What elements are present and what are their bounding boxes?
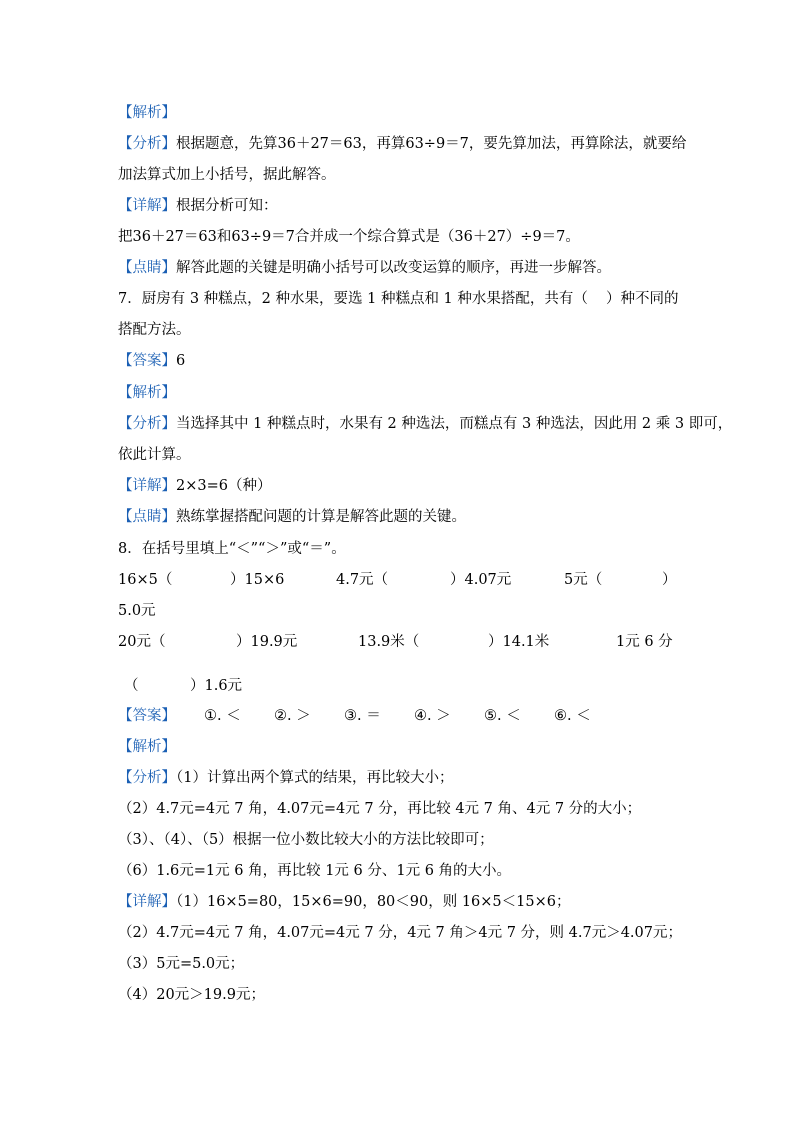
dianjing-tag: 【点睛】: [118, 260, 176, 276]
q8-row1-a-right: ）15×6: [230, 572, 285, 588]
q8-fenxi-line3: （3）、（4）、（5）根据一位小数比较大小的方法比较即可；: [118, 832, 494, 848]
daan-text: 6: [176, 353, 186, 369]
q7-question-line1: 7．厨房有 3 种糕点，2 种水果，要选 1 种糕点和 1 种水果搭配，共有（: [118, 291, 588, 307]
q8-answer-heading: [118, 706, 176, 726]
fenxi-tag: 【分析】: [118, 136, 176, 152]
q7-fenxi-line1: [118, 414, 732, 434]
dianjing-text: 解答此题的关键是明确小括号可以改变运算的顺序，再进一步解答。: [176, 260, 611, 276]
q8-xiangjie-line2: （2）4.7元=4元 7 角，4.07元=4元 7 分，4元 7 角＞4元 7 分，则 4.7元＞4.07元；: [118, 925, 682, 941]
q6-fenxi-line2: 加法算式加上小括号，据此解答。: [118, 167, 336, 183]
q7-fenxi-line2: 依此计算。: [118, 447, 191, 463]
q6-analysis-heading: [118, 103, 176, 123]
jiexi-tag: 【解析】: [118, 739, 176, 755]
q8-analysis-heading: [118, 737, 176, 757]
q8-row2-wrap-end: ）1.6元: [190, 678, 243, 694]
q8-fenxi-line2: （2）4.7元=4元 7 角，4.07元=4元 7 分，再比较 4元 7 角、4元 7 分的大小；: [118, 801, 642, 817]
q8-xiangjie-line4: （4）20元＞19.9元；: [118, 987, 265, 1003]
q7-question-end: ）种不同的: [606, 291, 679, 307]
q8-xiangjie-line3: （3）5元=5.0元；: [118, 956, 245, 972]
fenxi-text: 当选择其中 1 种糕点时，水果有 2 种选法，而糕点有 3 种选法，因此用 2 乘 3 即可，: [176, 416, 733, 432]
q8-row1-c-left: 5元（: [564, 572, 603, 588]
q8-answer-6: ⑥. ＜: [554, 708, 591, 724]
q8-question: 8．在括号里填上“＜”“＞”或“＝”。: [118, 541, 346, 557]
q8-fenxi-line1: [118, 768, 453, 788]
q8-row2-c-left: 1元 6 分: [616, 634, 673, 650]
jiexi-tag: 【解析】: [118, 105, 176, 121]
q8-row2-a-left: 20元（: [118, 634, 166, 650]
q7-dianjing: [118, 507, 466, 527]
q6-xiangjie-line2: 把36＋27＝63和63÷9＝7合并成一个综合算式是（36＋27）÷9＝7。: [118, 229, 580, 245]
q8-row1-b-right: ）4.07元: [450, 572, 512, 588]
q8-answer-1: ①. ＜: [204, 708, 241, 724]
q7-question-line2: 搭配方法。: [118, 322, 191, 338]
q8-row1-b-left: 4.7元（: [336, 572, 389, 588]
q8-answer-2: ②. ＞: [274, 708, 311, 724]
xiangjie-text: 根据分析可知：: [176, 198, 278, 214]
q6-dianjing: [118, 258, 611, 278]
q6-fenxi-line1: [118, 134, 686, 154]
q8-row2-b-left: 13.9米（: [358, 634, 420, 650]
q8-fenxi-line4: （6）1.6元=1元 6 角，再比较 1元 6 分、1元 6 角的大小。: [118, 863, 512, 879]
q7-xiangjie: [118, 476, 271, 496]
fenxi-text: 根据题意，先算36＋27＝63，再算63÷9＝7，要先算加法，再算除法，就要给: [176, 136, 687, 152]
q8-xiangjie-line1: [118, 892, 571, 912]
q8-row1-a-left: 16×5（: [118, 572, 173, 588]
fenxi-text: （1）计算出两个算式的结果，再比较大小；: [176, 770, 454, 786]
jiexi-tag: 【解析】: [118, 385, 176, 401]
dianjing-tag: 【点睛】: [118, 509, 176, 525]
q8-row2-wrap: （: [124, 678, 139, 694]
q8-answer-5: ⑤. ＜: [484, 708, 521, 724]
q8-row2-b-right: ）14.1米: [488, 634, 550, 650]
q8-row1-c-right: ）: [662, 572, 677, 588]
xiangjie-text: 2×3=6（种）: [176, 478, 272, 494]
q8-answer-3: ③. ＝: [344, 708, 381, 724]
fenxi-tag: 【分析】: [118, 416, 176, 432]
xiangjie-tag: 【详解】: [118, 198, 176, 214]
q8-row1-wrap: 5.0元: [118, 603, 156, 619]
xiangjie-tag: 【详解】: [118, 478, 176, 494]
fenxi-tag: 【分析】: [118, 770, 176, 786]
q7-analysis-heading: [118, 383, 176, 403]
q7-answer: [118, 351, 185, 371]
q8-answer-4: ④. ＞: [414, 708, 451, 724]
q6-xiangjie-line1: [118, 196, 278, 216]
dianjing-text: 熟练掌握搭配问题的计算是解答此题的关键。: [176, 509, 466, 525]
q8-row2-a-right: ）19.9元: [236, 634, 298, 650]
daan-tag: 【答案】: [118, 708, 176, 724]
daan-tag: 【答案】: [118, 353, 176, 369]
xiangjie-text: （1）16×5=80，15×6=90，80＜90，则 16×5＜15×6；: [176, 894, 571, 910]
xiangjie-tag: 【详解】: [118, 894, 176, 910]
